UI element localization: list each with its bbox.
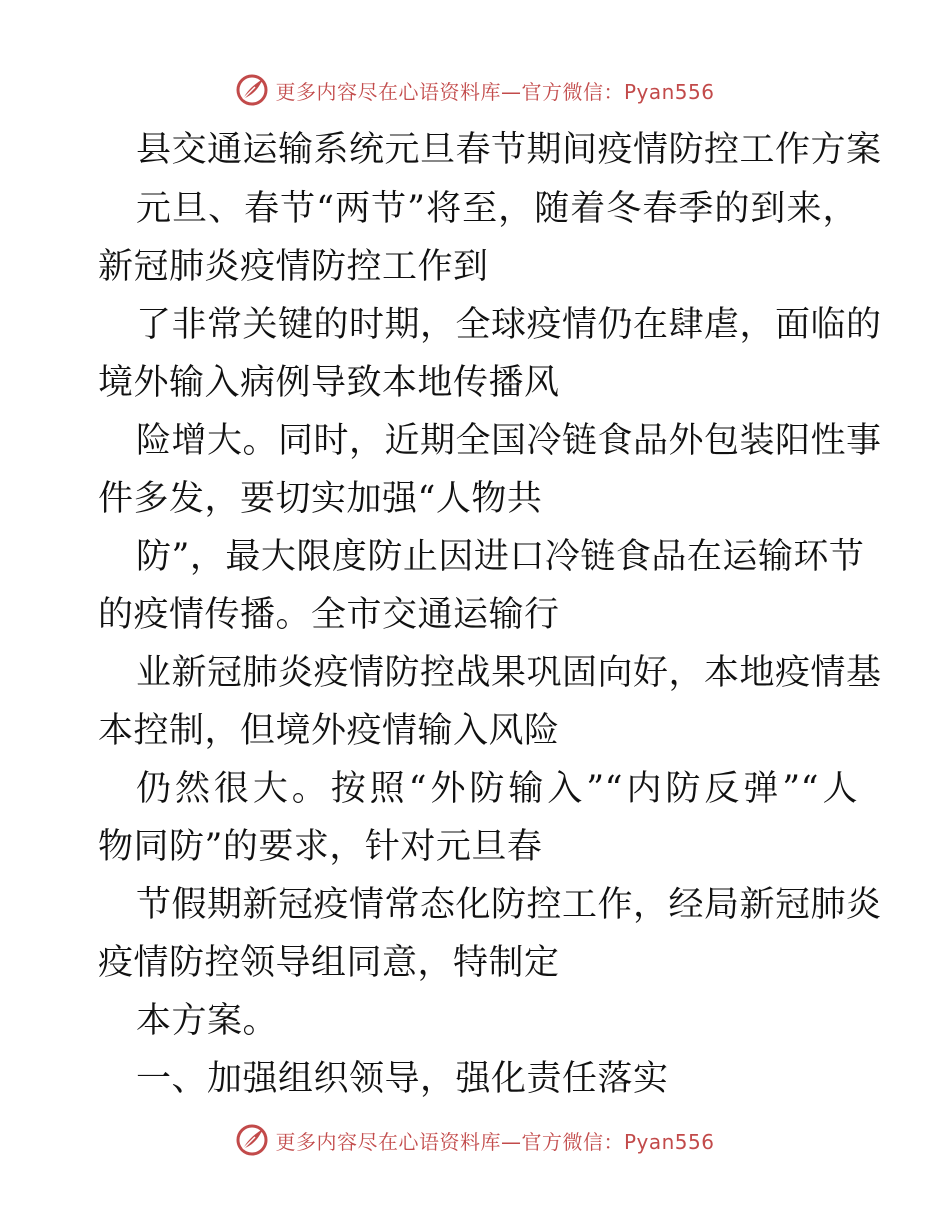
paragraph-line: 业新冠肺炎疫情防控战果巩固向好，本地疫情基 [136, 653, 882, 693]
section-heading: 一、加强组织领导，强化责任落实 [136, 1059, 669, 1099]
paragraph-line: 险增大。同时，近期全国冷链食品外包装阳性事 [136, 421, 882, 461]
feather-pen-logo-icon [235, 73, 269, 107]
paragraph-line: 境外输入病例导致本地传播风 [98, 363, 560, 403]
paragraph-line: 物同防”的要求，针对元旦春 [98, 827, 543, 867]
paragraph-line: 的疫情传播。全市交通运输行 [98, 595, 560, 635]
paragraph-line: 本方案。 [136, 1001, 279, 1041]
paragraph-line: 本控制，但境外疫情输入风险 [98, 711, 560, 751]
paragraph-line: 疫情防控领导组同意，特制定 [98, 943, 560, 983]
header-watermark-banner [0, 70, 950, 110]
feather-pen-logo-icon [235, 1123, 269, 1157]
watermark-text: 更多内容尽在心语资料库—官方微信：Pyan556 [275, 1129, 715, 1154]
paragraph-line: 新冠肺炎疫情防控工作到 [98, 247, 489, 287]
watermark-text: 更多内容尽在心语资料库—官方微信：Pyan556 [275, 79, 715, 104]
footer-watermark-banner [0, 1120, 950, 1160]
document-title: 县交通运输系统元旦春节期间疫情防控工作方案 [136, 130, 882, 170]
paragraph-line: 防”，最大限度防止因进口冷链食品在运输环节 [136, 537, 865, 577]
paragraph-line: 件多发，要切实加强“人物共 [98, 479, 543, 519]
paragraph-line: 了非常关键的时期，全球疫情仍在肆虐，面临的 [136, 305, 882, 345]
paragraph-line: 仍然很大。按照“外防输入”“内防反弹”“人 [136, 769, 858, 809]
paragraph-line: 节假期新冠疫情常态化防控工作，经局新冠肺炎 [136, 885, 882, 925]
document-body [98, 120, 882, 1108]
paragraph-line: 元旦、春节“两节”将至，随着冬春季的到来， [136, 189, 858, 229]
